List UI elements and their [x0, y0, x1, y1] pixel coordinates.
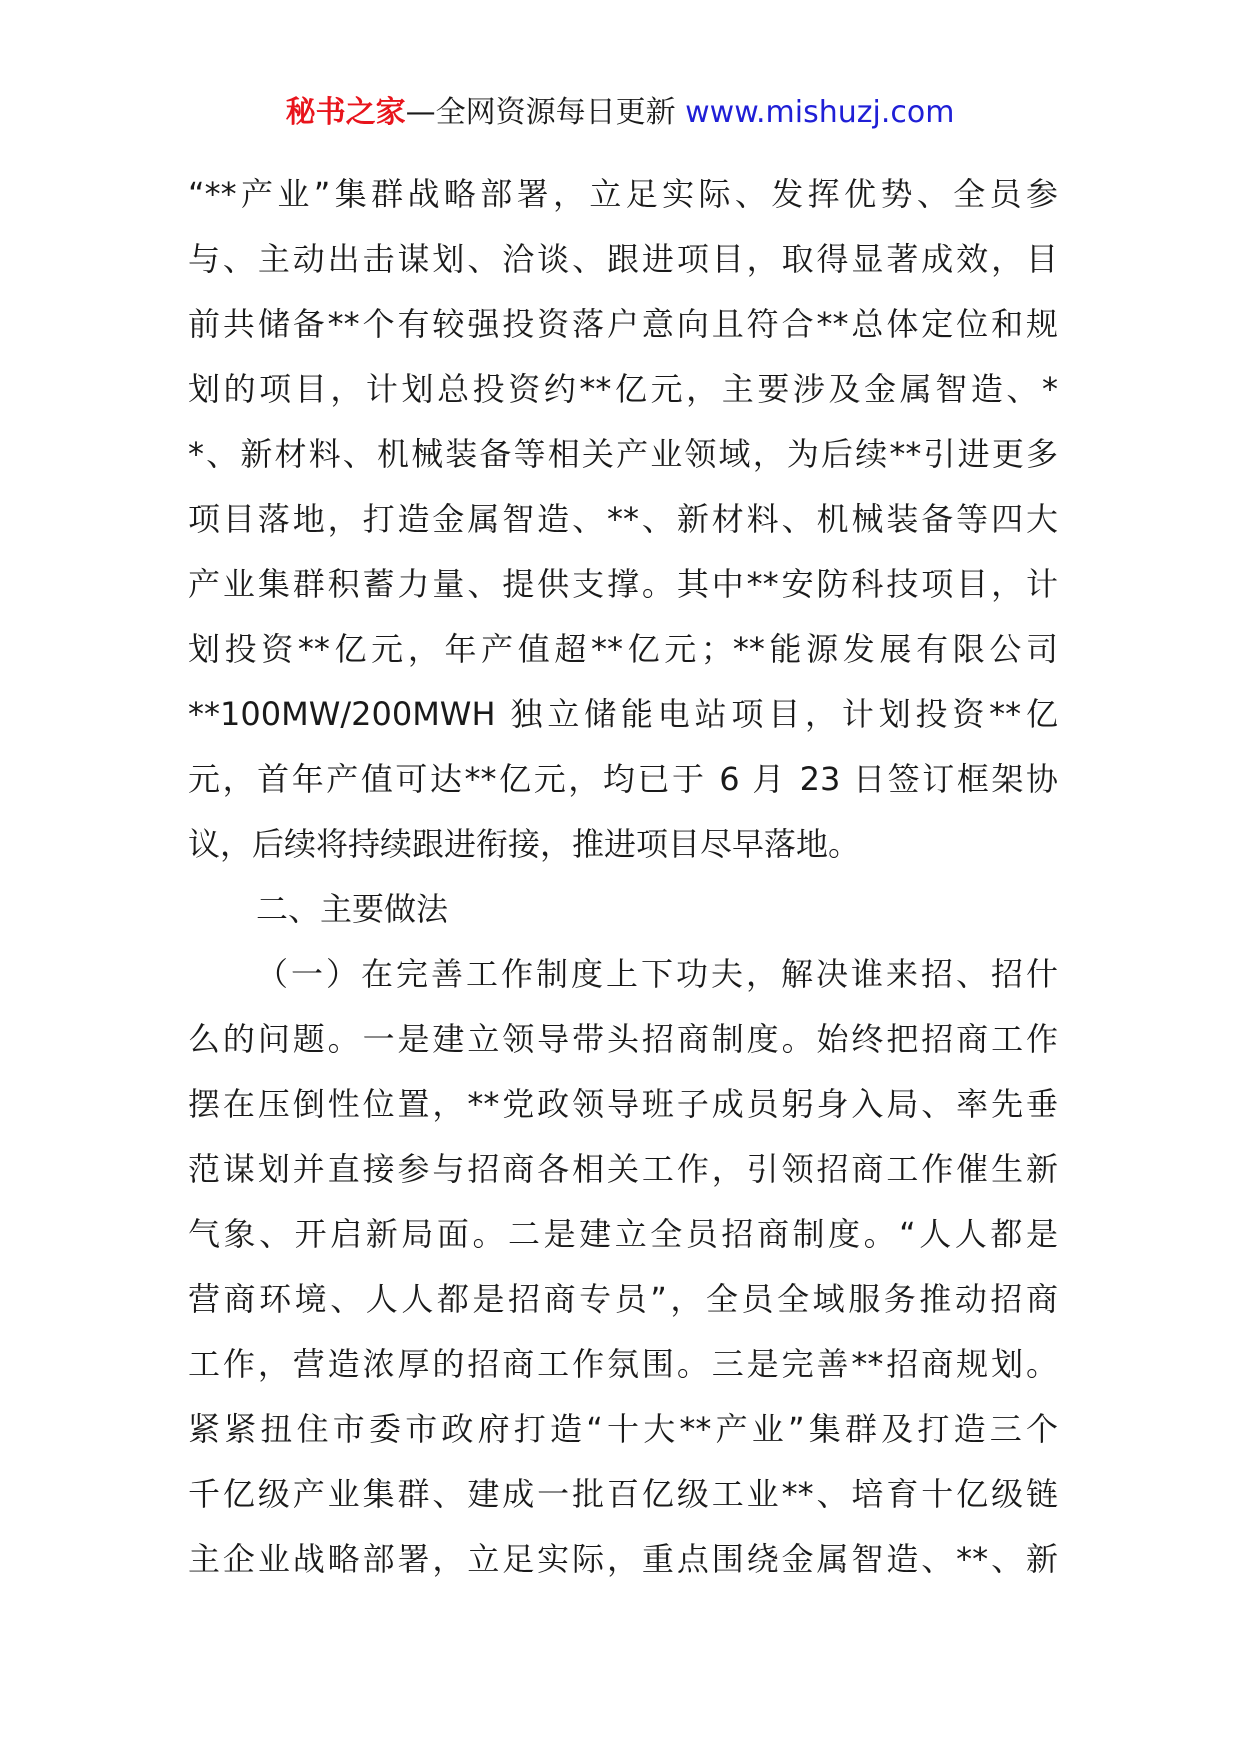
text-line: 项目落地，打造金属智造、**、新材料、机械装备等四大: [188, 500, 1058, 538]
text-line: 划投资**亿元，年产值超**亿元；**能源发展有限公司: [188, 630, 1058, 668]
text-line: 工作，营造浓厚的招商工作氛围。三是完善**招商规划。: [188, 1345, 1058, 1383]
text-line: 划的项目，计划总投资约**亿元，主要涉及金属智造、*: [188, 370, 1058, 408]
text-line: “**产业”集群战略部署，立足实际、发挥优势、全员参: [188, 175, 1058, 213]
text-line: （一）在完善工作制度上下功夫，解决谁来招、招什: [256, 955, 1058, 993]
text-line: 与、主动出击谋划、洽谈、跟进项目，取得显著成效，目: [188, 240, 1058, 278]
text-line: 紧紧扭住市委市政府打造“十大**产业”集群及打造三个: [188, 1410, 1058, 1448]
text-line: 议，后续将持续跟进衔接，推进项目尽早落地。: [188, 825, 861, 863]
text-line: 么的问题。一是建立领导带头招商制度。始终把招商工作: [188, 1020, 1058, 1058]
text-line: 营商环境、人人都是招商专员”，全员全域服务推动招商: [188, 1280, 1058, 1318]
text-line: 摆在压倒性位置，**党政领导班子成员躬身入局、率先垂: [188, 1085, 1058, 1123]
text-line: 产业集群积蓄力量、提供支撑。其中**安防科技项目，计: [188, 565, 1058, 603]
header-tagline: —全网资源每日更新: [405, 95, 686, 130]
text-line: 元，首年产值可达**亿元，均已于 6 月 23 日签订框架协: [188, 760, 1058, 798]
text-line: **100MW/200MWH 独立储能电站项目，计划投资**亿: [188, 695, 1058, 733]
header-website-link[interactable]: www.mishuzj.com: [685, 95, 955, 130]
header-brand: 秘书之家: [285, 95, 406, 130]
text-line: 前共储备**个有较强投资落户意向且符合**总体定位和规: [188, 305, 1058, 343]
page-header: [0, 93, 1240, 133]
text-line: 范谋划并直接参与招商各相关工作，引领招商工作催生新: [188, 1150, 1058, 1188]
text-line: 主企业战略部署，立足实际，重点围绕金属智造、**、新: [188, 1540, 1058, 1578]
section-heading: 二、主要做法: [256, 890, 449, 928]
text-line: 千亿级产业集群、建成一批百亿级工业**、培育十亿级链: [188, 1475, 1058, 1513]
text-line: 气象、开启新局面。二是建立全员招商制度。“人人都是: [188, 1215, 1058, 1253]
text-line: *、新材料、机械装备等相关产业领域，为后续**引进更多: [188, 435, 1058, 473]
document-body: [188, 162, 1058, 1592]
